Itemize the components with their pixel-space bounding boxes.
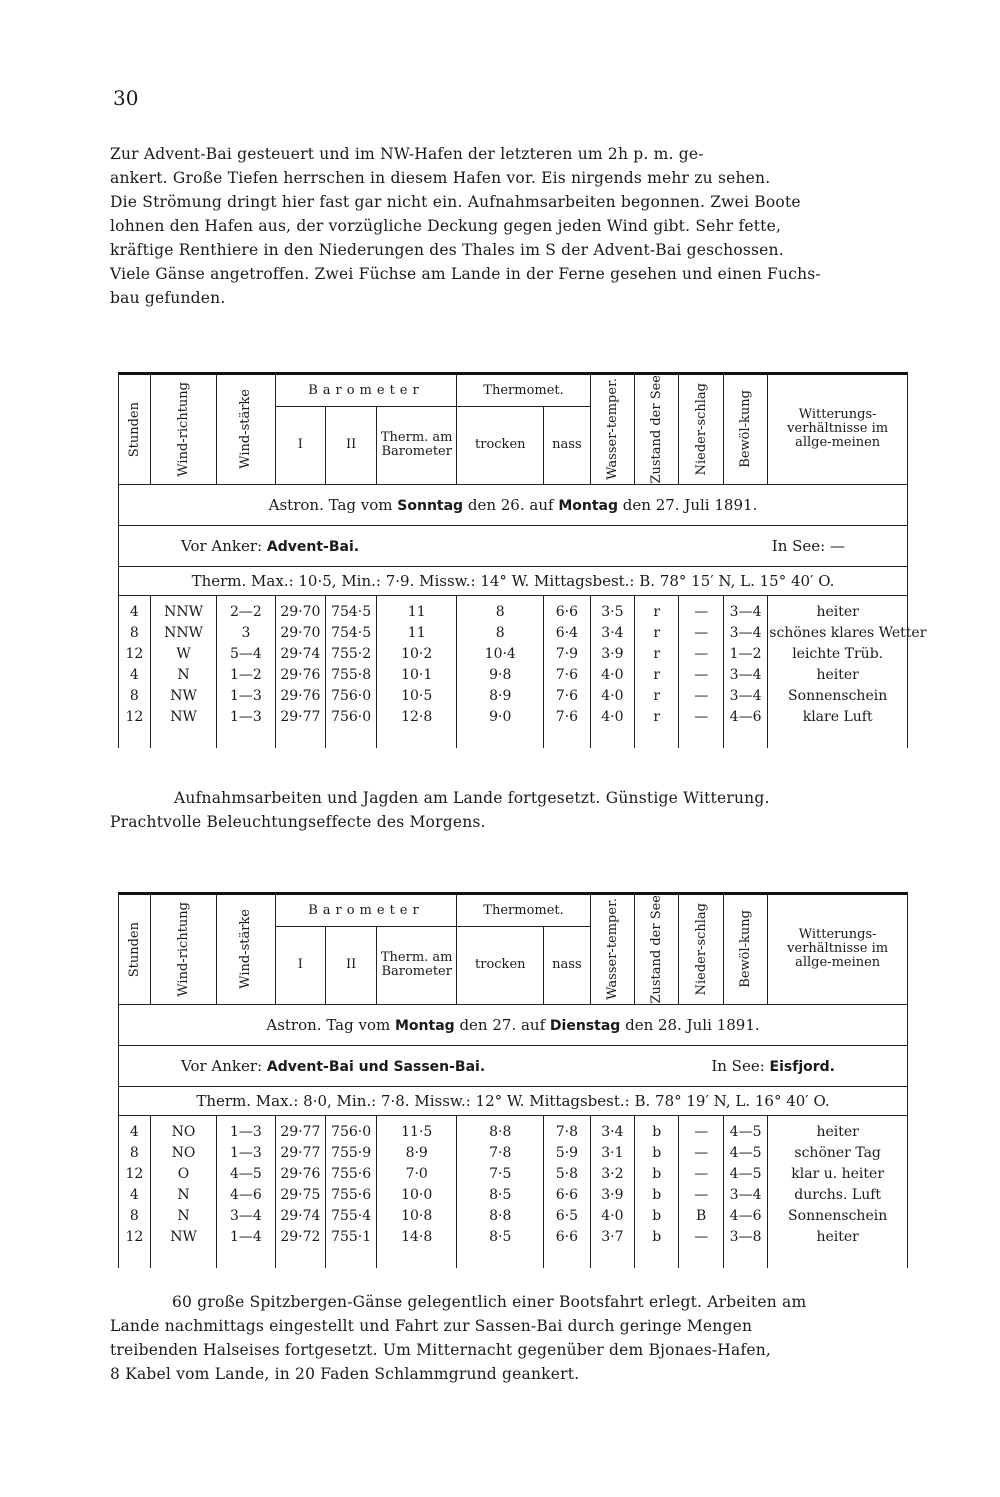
para-line: kräftige Renthiere in den Niederungen des Thales im S der Advent-Bai geschossen. xyxy=(110,241,784,259)
header-wassertemper: Wasser-temper. xyxy=(590,374,634,485)
table-row xyxy=(119,686,908,707)
table-cell: 3·9 xyxy=(590,1185,634,1206)
table-cell: 8·5 xyxy=(457,1227,544,1268)
table-cell: r xyxy=(635,644,679,665)
table-cell: — xyxy=(679,686,723,707)
anchor-line: Vor Anker: Advent-Bai. In See: — xyxy=(119,525,908,566)
table-cell: W xyxy=(150,644,217,665)
header-nass: nass xyxy=(544,927,591,1005)
header-bar-ii: II xyxy=(326,927,377,1005)
table-cell: 8·9 xyxy=(457,686,544,707)
header-barometer: Barometer xyxy=(275,374,457,407)
table-cell: 10·5 xyxy=(377,686,457,707)
table-cell: 11·5 xyxy=(377,1115,457,1143)
header-witterung: Witterungs-verhältnisse im allge-meinen xyxy=(768,374,908,485)
table-cell: 5·8 xyxy=(544,1164,591,1185)
table-cell: b xyxy=(635,1115,679,1143)
table-cell: 4·0 xyxy=(590,665,634,686)
table-cell: 3·4 xyxy=(590,623,634,644)
page-number: 30 xyxy=(113,86,139,110)
table-cell: b xyxy=(635,1185,679,1206)
table-cell: b xyxy=(635,1143,679,1164)
table-cell: — xyxy=(679,1185,723,1206)
table-cell: 3—4 xyxy=(217,1206,275,1227)
table-cell: heiter xyxy=(768,1227,908,1268)
table-cell: 8 xyxy=(457,595,544,623)
table-cell: 755·8 xyxy=(326,665,377,686)
table-cell: 8 xyxy=(119,686,151,707)
table-cell: 4 xyxy=(119,1185,151,1206)
header-niederschlag: Nieder-schlag xyxy=(679,894,723,1005)
table-cell: 3—4 xyxy=(723,1185,767,1206)
astron-day-line: Astron. Tag vom Sonntag den 26. auf Montag den 27. Juli 1891. xyxy=(119,484,908,525)
table-cell: 3—4 xyxy=(723,623,767,644)
table-cell: 755·4 xyxy=(326,1206,377,1227)
table-cell: N xyxy=(150,1206,217,1227)
table-cell: 8·8 xyxy=(457,1115,544,1143)
header-zustand-see: Zustand der See xyxy=(635,894,679,1005)
table-cell: 755·9 xyxy=(326,1143,377,1164)
table-cell: 4—6 xyxy=(723,707,767,748)
table-cell: b xyxy=(635,1206,679,1227)
astron-day-line: Astron. Tag vom Montag den 27. auf Dienstag den 28. Juli 1891. xyxy=(119,1004,908,1045)
table-cell: 756·0 xyxy=(326,686,377,707)
data-rows xyxy=(119,595,927,748)
table-cell: 14·8 xyxy=(377,1227,457,1268)
header-nass: nass xyxy=(544,407,591,485)
table-cell: 5—4 xyxy=(217,644,275,665)
header-thermomet: Thermomet. xyxy=(457,894,590,927)
table-cell: 6·6 xyxy=(544,1227,591,1268)
table-row xyxy=(119,1143,908,1164)
table-cell: 1—3 xyxy=(217,1115,275,1143)
header-bewoelkung: Bewöl-kung xyxy=(723,374,767,485)
table-cell: 4—5 xyxy=(217,1164,275,1185)
table-cell: 29·76 xyxy=(275,665,326,686)
table-cell: 12 xyxy=(119,1164,151,1185)
table-cell: 12 xyxy=(119,1227,151,1268)
table-row xyxy=(119,1115,908,1143)
table-cell: O xyxy=(150,1164,217,1185)
table-cell: — xyxy=(679,1164,723,1185)
header-stunden: Stunden xyxy=(119,894,151,1005)
table-cell: 756·0 xyxy=(326,707,377,748)
table-cell: N xyxy=(150,665,217,686)
table-cell: 3—8 xyxy=(723,1227,767,1268)
table-cell: 9·0 xyxy=(457,707,544,748)
table-cell: 29·75 xyxy=(275,1185,326,1206)
header-windrichtung: Wind-richtung xyxy=(150,894,217,1005)
header-zustand-see: Zustand der See xyxy=(635,374,679,485)
header-therm-am-bar: Therm. am Barometer xyxy=(377,927,457,1005)
table-cell: 10·4 xyxy=(457,644,544,665)
table-cell: 7·8 xyxy=(457,1143,544,1164)
table-cell: 7·6 xyxy=(544,686,591,707)
table-cell: — xyxy=(679,644,723,665)
table-cell: 7·0 xyxy=(377,1164,457,1185)
table-cell: 1—4 xyxy=(217,1227,275,1268)
table-cell: 7·5 xyxy=(457,1164,544,1185)
table-cell: 4·0 xyxy=(590,686,634,707)
table-cell: 6·6 xyxy=(544,595,591,623)
table-cell: 4 xyxy=(119,1115,151,1143)
table-cell: 755·6 xyxy=(326,1185,377,1206)
table-cell: 10·8 xyxy=(377,1206,457,1227)
table-cell: 5·9 xyxy=(544,1143,591,1164)
header-niederschlag: Nieder-schlag xyxy=(679,374,723,485)
table-cell: NW xyxy=(150,686,217,707)
table-cell: 1—2 xyxy=(217,665,275,686)
table-row xyxy=(119,623,908,644)
table-cell: 12 xyxy=(119,644,151,665)
therm-max-line: Therm. Max.: 8·0, Min.: 7·8. Missw.: 12° W. Mittagsbest.: B. 78° 19′ N, L. 16° 40′ O. xyxy=(119,1086,908,1115)
table-cell: 3—4 xyxy=(723,665,767,686)
table-row xyxy=(119,665,908,686)
table-cell: 8 xyxy=(119,1143,151,1164)
table-cell: 29·72 xyxy=(275,1227,326,1268)
header-thermomet: Thermomet. xyxy=(457,374,590,407)
table-cell: 3·9 xyxy=(590,644,634,665)
para-line: Viele Gänse angetroffen. Zwei Füchse am Lande in der Ferne gesehen und einen Fuchs- xyxy=(110,265,821,283)
table-cell: 1—3 xyxy=(217,707,275,748)
table-cell: B xyxy=(679,1206,723,1227)
table-cell: b xyxy=(635,1227,679,1268)
table-cell: 3·1 xyxy=(590,1143,634,1164)
table-cell: 756·0 xyxy=(326,1115,377,1143)
table-cell: 8 xyxy=(119,623,151,644)
table-cell: 12 xyxy=(119,707,151,748)
table-cell: 7·8 xyxy=(544,1115,591,1143)
table-cell: 4—5 xyxy=(723,1164,767,1185)
table-cell: 4·0 xyxy=(590,1206,634,1227)
intro-paragraph xyxy=(110,142,910,310)
middle-paragraph xyxy=(110,786,910,834)
table-cell: 1—3 xyxy=(217,1143,275,1164)
table-cell: r xyxy=(635,686,679,707)
table-cell: 29·76 xyxy=(275,1164,326,1185)
table-cell: — xyxy=(679,1143,723,1164)
table-cell: 3·2 xyxy=(590,1164,634,1185)
table-cell: 8 xyxy=(119,1206,151,1227)
table-cell: 7·6 xyxy=(544,665,591,686)
table-cell: 8·5 xyxy=(457,1185,544,1206)
therm-max-line: Therm. Max.: 10·5, Min.: 7·9. Missw.: 14° W. Mittagsbest.: B. 78° 15′ N, L. 15° 40′ O. xyxy=(119,566,908,595)
table-cell: — xyxy=(679,623,723,644)
table-cell: klare Luft xyxy=(768,707,908,748)
table-cell: heiter xyxy=(768,595,908,623)
table-cell: 29·77 xyxy=(275,707,326,748)
weather-table-1 xyxy=(118,372,927,748)
closing-paragraph xyxy=(110,1290,910,1386)
table-cell: 29·70 xyxy=(275,595,326,623)
table-cell: heiter xyxy=(768,665,908,686)
table-cell: NNW xyxy=(150,623,217,644)
table-cell: 11 xyxy=(377,623,457,644)
table-cell: 29·77 xyxy=(275,1143,326,1164)
table-cell: heiter xyxy=(768,1115,908,1143)
table-cell: 3—4 xyxy=(723,595,767,623)
table-cell: 11 xyxy=(377,595,457,623)
table-row xyxy=(119,595,908,623)
header-bewoelkung: Bewöl-kung xyxy=(723,894,767,1005)
para-line: 8 Kabel vom Lande, in 20 Faden Schlammgrund geankert. xyxy=(110,1365,580,1383)
table-cell: b xyxy=(635,1164,679,1185)
header-witterung: Witterungs-verhältnisse im allge-meinen xyxy=(768,894,908,1005)
weather-table-2 xyxy=(118,892,908,1268)
table-cell: 754·5 xyxy=(326,595,377,623)
table-cell: r xyxy=(635,623,679,644)
table-cell: 4—5 xyxy=(723,1115,767,1143)
table-cell: 4—6 xyxy=(217,1185,275,1206)
para-line: ankert. Große Tiefen herrschen in diesem Hafen vor. Eis nirgends mehr zu sehen. xyxy=(110,169,771,187)
data-rows xyxy=(119,1115,908,1268)
table-cell: 4 xyxy=(119,665,151,686)
table-cell: schöner Tag xyxy=(768,1143,908,1164)
table-cell: — xyxy=(679,1227,723,1268)
header-therm-am-bar: Therm. am Barometer xyxy=(377,407,457,485)
table-cell: r xyxy=(635,707,679,748)
table-cell: 10·2 xyxy=(377,644,457,665)
table-cell: 8·9 xyxy=(377,1143,457,1164)
table-cell: 1—3 xyxy=(217,686,275,707)
table-cell: — xyxy=(679,707,723,748)
table-cell: 3—4 xyxy=(723,686,767,707)
table-cell: — xyxy=(679,665,723,686)
para-line: bau gefunden. xyxy=(110,289,226,307)
table-row xyxy=(119,1206,908,1227)
table-cell: Sonnenschein xyxy=(768,1206,908,1227)
table-cell: 7·6 xyxy=(544,707,591,748)
para-line: Aufnahmsarbeiten und Jagden am Lande fortgesetzt. Günstige Witterung. xyxy=(174,789,770,807)
table-cell: N xyxy=(150,1185,217,1206)
table-cell: 29·74 xyxy=(275,644,326,665)
table-cell: 29·76 xyxy=(275,686,326,707)
table-cell: schönes klares Wetter xyxy=(768,623,908,644)
table-cell: 1—2 xyxy=(723,644,767,665)
table-cell: 29·77 xyxy=(275,1115,326,1143)
table-cell: 29·70 xyxy=(275,623,326,644)
table-cell: 10·1 xyxy=(377,665,457,686)
header-windstaerke: Wind-stärke xyxy=(217,374,275,485)
table-cell: 3·7 xyxy=(590,1227,634,1268)
table-cell: NO xyxy=(150,1115,217,1143)
table-cell: Sonnenschein xyxy=(768,686,908,707)
table-cell: 754·5 xyxy=(326,623,377,644)
header-bar-i: I xyxy=(275,927,326,1005)
table-cell: 755·6 xyxy=(326,1164,377,1185)
table-cell: 755·1 xyxy=(326,1227,377,1268)
table-row xyxy=(119,1185,908,1206)
header-barometer: Barometer xyxy=(275,894,457,927)
para-line: treibenden Halseises fortgesetzt. Um Mitternacht gegenüber dem Bjonaes-Hafen, xyxy=(110,1341,772,1359)
table-cell: NNW xyxy=(150,595,217,623)
table-cell: 3 xyxy=(217,623,275,644)
para-line: Die Strömung dringt hier fast gar nicht ein. Aufnahmsarbeiten begonnen. Zwei Boote xyxy=(110,193,801,211)
header-windrichtung: Wind-richtung xyxy=(150,374,217,485)
table-cell: 7·9 xyxy=(544,644,591,665)
table-cell: 8 xyxy=(457,623,544,644)
anchor-line: Vor Anker: Advent-Bai und Sassen-Bai. In See: Eisfjord. xyxy=(119,1045,908,1086)
table-cell: 6·4 xyxy=(544,623,591,644)
para-line: Lande nachmittags eingestellt und Fahrt zur Sassen-Bai durch geringe Mengen xyxy=(110,1317,753,1335)
table-cell: — xyxy=(679,1115,723,1143)
para-line: Prachtvolle Beleuchtungseffecte des Morgens. xyxy=(110,813,486,831)
table-cell: 3·5 xyxy=(590,595,634,623)
table-cell: — xyxy=(679,595,723,623)
table-cell: 4·0 xyxy=(590,707,634,748)
table-row xyxy=(119,1227,908,1268)
table-cell: NW xyxy=(150,1227,217,1268)
header-windstaerke: Wind-stärke xyxy=(217,894,275,1005)
table-row xyxy=(119,707,908,748)
table-cell: 755·2 xyxy=(326,644,377,665)
table-row xyxy=(119,1164,908,1185)
table-cell: 10·0 xyxy=(377,1185,457,1206)
table-cell: NW xyxy=(150,707,217,748)
table-cell: 4 xyxy=(119,595,151,623)
para-line: 60 große Spitzbergen-Gänse gelegentlich einer Bootsfahrt erlegt. Arbeiten am xyxy=(172,1293,807,1311)
table-cell: 4—6 xyxy=(723,1206,767,1227)
table-cell: 4—5 xyxy=(723,1143,767,1164)
para-line: lohnen den Hafen aus, der vorzügliche Deckung gegen jeden Wind gibt. Sehr fette, xyxy=(110,217,782,235)
header-trocken: trocken xyxy=(457,407,544,485)
table-cell: 3·4 xyxy=(590,1115,634,1143)
header-trocken: trocken xyxy=(457,927,544,1005)
table-cell: r xyxy=(635,665,679,686)
header-bar-i: I xyxy=(275,407,326,485)
para-line: Zur Advent-Bai gesteuert und im NW-Hafen der letzteren um 2h p. m. ge- xyxy=(110,145,704,163)
table-cell: durchs. Luft xyxy=(768,1185,908,1206)
table-cell: leichte Trüb. xyxy=(768,644,908,665)
header-bar-ii: II xyxy=(326,407,377,485)
table-cell: 9·8 xyxy=(457,665,544,686)
table-row xyxy=(119,644,908,665)
table-cell: 6·6 xyxy=(544,1185,591,1206)
header-stunden: Stunden xyxy=(119,374,151,485)
table-cell: r xyxy=(635,595,679,623)
table-cell: 2—2 xyxy=(217,595,275,623)
table-cell: 6·5 xyxy=(544,1206,591,1227)
table-cell: NO xyxy=(150,1143,217,1164)
table-cell: 12·8 xyxy=(377,707,457,748)
table-cell: 8·8 xyxy=(457,1206,544,1227)
header-wassertemper: Wasser-temper. xyxy=(590,894,634,1005)
table-cell: klar u. heiter xyxy=(768,1164,908,1185)
table-cell: 29·74 xyxy=(275,1206,326,1227)
